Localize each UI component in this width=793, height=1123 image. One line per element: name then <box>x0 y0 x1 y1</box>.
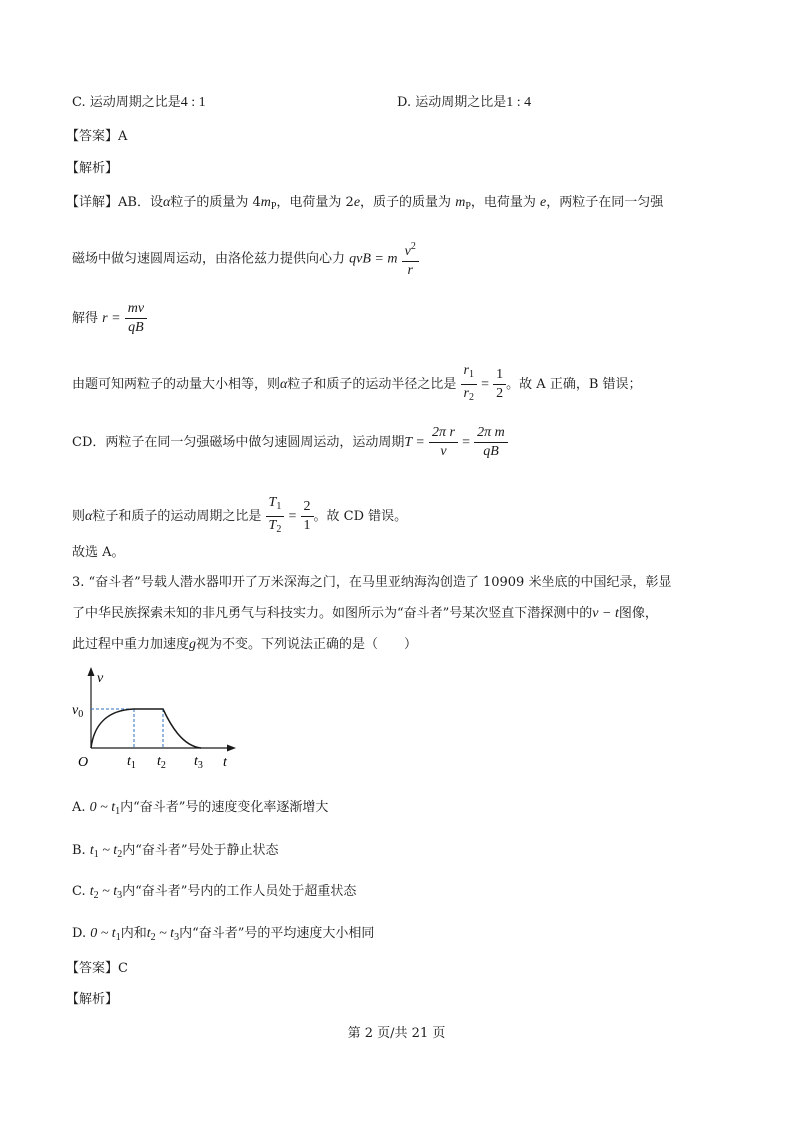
text: 磁场中做匀速圆周运动，由洛伦兹力提供向心力 <box>72 251 346 267</box>
alpha-symbol: α <box>85 509 93 524</box>
y-axis-arrow <box>88 667 95 676</box>
option-label: B. <box>72 843 86 858</box>
alpha-symbol: α <box>162 195 171 210</box>
detail-tag: 【详解】 <box>66 195 119 210</box>
text: 。故 CD 错误。 <box>313 509 408 524</box>
option-label: C. <box>72 884 86 899</box>
time-range: $t_2$ ~ $t_3$ <box>146 926 180 943</box>
option-text: 内“奋斗者”号内的工作人员处于超重状态 <box>122 884 357 899</box>
option-text: 内“奋斗者”号的速度变化率逐渐增大 <box>120 800 329 815</box>
detail-line-5 <box>72 424 508 461</box>
time-range: $t_1$ ~ $t_2$ <box>89 843 123 860</box>
option-text: 运动周期之比是 <box>89 95 181 110</box>
charge-symbol: e <box>540 195 547 210</box>
fraction: $\frac{mv}{qB}$ <box>125 300 147 337</box>
answer-tag: 【答案】 <box>66 961 119 976</box>
y-axis-label: v <box>97 671 104 686</box>
text: ，质子的质量为 <box>360 195 452 210</box>
time-range: $t_2$ ~ $t_3$ <box>89 884 123 901</box>
gravity-symbol: g <box>189 637 197 652</box>
option-text: 运动周期之比是 <box>415 95 507 110</box>
q3-option-c <box>72 883 356 905</box>
equals: = <box>288 509 297 524</box>
answer-value: A <box>118 129 128 144</box>
q3-stem-line-3 <box>72 636 417 654</box>
origin-label: O <box>78 755 89 770</box>
equals: = <box>462 435 471 450</box>
v0-label: $v_0$ <box>72 703 84 720</box>
detail-line-2 <box>72 238 419 280</box>
q3-option-a <box>72 799 328 821</box>
formula: v − t <box>592 606 619 621</box>
answer-line <box>66 128 127 146</box>
fraction: $\frac{v^2}{r}$ <box>402 238 419 280</box>
detail-line-4 <box>72 362 642 407</box>
formula: T = <box>404 435 425 450</box>
option-label: D. <box>397 95 412 110</box>
fraction: $\frac{r_1}{r_2}$ <box>461 362 477 407</box>
option-text: 内“奋斗者”号处于静止状态 <box>122 843 279 858</box>
answer-value: C <box>118 961 128 976</box>
charge-symbol: e <box>353 195 361 210</box>
text: ，电荷量为 <box>470 195 536 210</box>
t1-label: $t_1$ <box>127 754 136 771</box>
analysis-tag: 【解析】 <box>66 161 119 176</box>
proton-mass-symbol: $m_P$ <box>260 195 277 212</box>
text: 粒子的质量为 4 <box>170 195 261 210</box>
q3-option-d <box>72 925 374 947</box>
text: 了中华民族探索未知的非凡勇气与科技实力。如图所示为“奋斗者”号某次竖直下潜探测中的 <box>72 606 593 621</box>
time-range: 0 ~ $t_1$ <box>90 926 121 943</box>
option-label: C. <box>72 95 86 110</box>
option-c <box>72 94 206 112</box>
vt-graph <box>66 662 246 786</box>
velocity-curve <box>91 709 201 748</box>
text: AB．设 <box>118 195 163 210</box>
q3-answer-line <box>66 960 128 978</box>
text: 此过程中重力加速度 <box>72 637 190 652</box>
answer-tag: 【答案】 <box>66 129 119 144</box>
time-range: 0 ~ $t_1$ <box>89 800 121 817</box>
fraction: $\frac{\text{2π r}}{v}$ <box>429 424 458 461</box>
detail-line-1 <box>66 194 663 216</box>
fraction: $\frac{1}{2}$ <box>493 366 506 403</box>
text: ，电荷量为 2 <box>276 195 354 210</box>
q3-analysis-tag: 【解析】 <box>66 992 119 1007</box>
t3-label: $t_3$ <box>194 754 203 771</box>
equals: = <box>481 377 490 392</box>
detail-line-3 <box>72 300 147 337</box>
text: 由题可知两粒子的动量大小相等，则 <box>72 377 281 392</box>
ratio-value: 1 : 4 <box>506 95 532 110</box>
text: 视为不变。下列说法正确的是（ ） <box>196 637 418 652</box>
text: ，两粒子在同一匀强 <box>546 195 664 210</box>
ratio-value: 4 : 1 <box>180 95 206 110</box>
fraction: $\frac{2}{1}$ <box>301 498 314 535</box>
formula: r = <box>102 311 121 326</box>
proton-mass-symbol: $m_P$ <box>455 195 471 212</box>
detail-line-6 <box>72 494 407 539</box>
q3-stem-line-2 <box>72 605 658 623</box>
q3-option-b <box>72 842 278 864</box>
page-footer: 第 2 页/共 21 页 <box>347 1026 446 1041</box>
text: 内和 <box>120 926 147 941</box>
text: CD．两粒子在同一匀强磁场中做匀速圆周运动，运动周期 <box>72 435 405 450</box>
text: 粒子和质子的运动周期之比是 <box>92 509 262 524</box>
text: 图像， <box>618 606 658 621</box>
text: 解得 <box>72 311 99 326</box>
text: 。故 A 正确，B 错误； <box>506 377 642 392</box>
t2-label: $t_2$ <box>157 754 166 771</box>
option-text: 内“奋斗者”号的平均速度大小相同 <box>179 926 375 941</box>
x-axis-label: t <box>223 755 227 770</box>
fraction: $\frac{T_1}{T_2}$ <box>266 494 285 539</box>
option-d <box>397 94 531 112</box>
x-axis-arrow <box>227 745 236 752</box>
option-label: A. <box>72 800 86 815</box>
text: 粒子和质子的运动半径之比是 <box>287 377 457 392</box>
text: 则 <box>72 509 86 524</box>
q3-stem-line-1: 3. “奋斗者”号载人潜水器叩开了万米深海之门，在马里亚纳海沟创造了 10909 米坐底的中国纪录，彰显 <box>72 575 672 590</box>
formula: qvB = m <box>349 251 398 267</box>
fraction: $\frac{\text{2π m}}{qB}$ <box>474 424 508 461</box>
alpha-symbol: α <box>280 377 288 392</box>
option-label: D. <box>72 926 87 941</box>
conclusion: 故选 A。 <box>72 545 125 560</box>
